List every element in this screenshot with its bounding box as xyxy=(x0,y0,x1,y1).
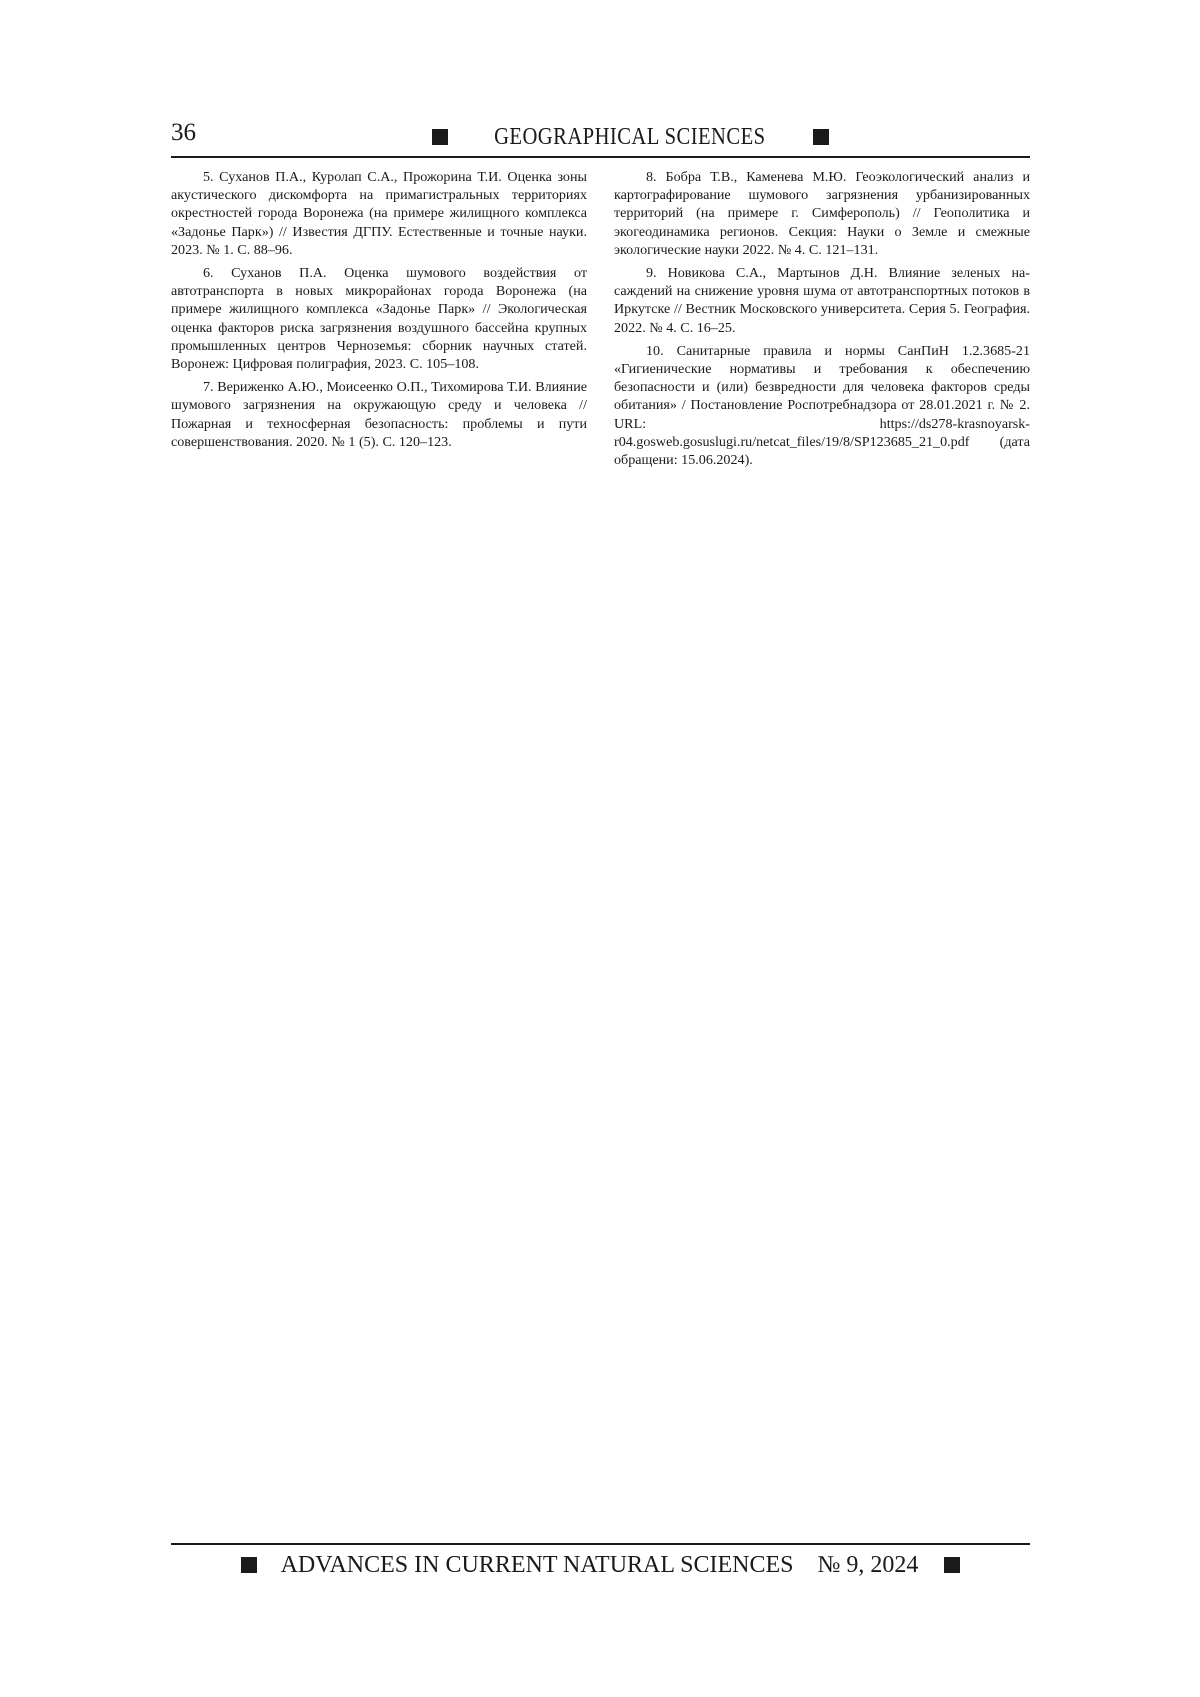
references-right-column xyxy=(614,168,1030,474)
header-square-left-icon xyxy=(432,129,448,145)
reference-item-7: 7. Вериженко А.Ю., Моисеенко О.П., Тихомирова Т.И. Влияние шумового загрязнения на окружающую среду и человека // Пожарная и техносферная безопасность: проблемы и пути совершенствования. 2020. № 1 (5). С. 120–123. xyxy=(171,379,587,450)
reference-item-8: 8. Бобра Т.В., Каменева М.Ю. Геоэкологический анализ и картографирование шумового загрязнения урбанизированных территорий (на примере г. Симферополь) // Геополитика и экогеодинамика регионов. Секция: Науки о Земле и смежные экологические науки 2022. № 4. С. 121–131. xyxy=(614,169,1030,258)
footer-square-right-icon xyxy=(944,1557,960,1573)
reference-item-5: 5. Суханов П.А., Куролап С.А., Прожорина Т.И. Оценка зоны акустического дискомфорта на примагистральных территориях окрестностей города Воронежа (на примере жилищного комплекса «Задонье Парк») // Известия ДГПУ. Естественные и точные науки. 2023. № 1. С. 88–96. xyxy=(171,169,587,258)
running-header xyxy=(171,122,1030,152)
page-number: 36 xyxy=(171,119,196,146)
footer-square-left-icon xyxy=(241,1557,257,1573)
header-divider xyxy=(171,156,1030,158)
reference-item-9: 9. Новикова С.А., Мартынов Д.Н. Влияние зеленых насаждений на снижение уровня шума от автотранспортных потоков в Иркутске // Вестник Московского университета. Серия 5. География. 2022. № 4. С. 16–25. xyxy=(614,265,1030,336)
issue-number: № 9, 2024 xyxy=(817,1551,919,1578)
running-footer xyxy=(171,1549,1030,1581)
reference-item-10: 10. Санитарные правила и нормы СанПиН 1.2.3685-21 «Гигиенические нормативы и требования к обеспечению безопасности и (или) безвредности для человека факторов среды обитания» / Постановление Роспотребнадзора от 28.01.2021 г. № 2. URL: https://ds278-krasnoyarsk-r04.gosweb.gosuslugi.ru/netcat_files/19/8/SP123685_21_0.pdf (дата обращени: 15.06.2024). xyxy=(614,342,1030,469)
footer-divider xyxy=(171,1543,1030,1545)
references-list xyxy=(171,168,1030,474)
journal-title: ADVANCES IN CURRENT NATURAL SCIENCES xyxy=(280,1551,794,1578)
reference-item-6: 6. Суханов П.А. Оценка шумового воздействия от автотранспорта в новых микрорайонах города Воронежа (на примере жилищного комплекса «Задонье Парк» // Экологическая оценка факторов риска загрязнения воздушного бассейна крупных промышленных центров Черноземья: сборник научных статей. Воронеж: Цифровая полиграфия, 2023. С. 105–108. xyxy=(171,265,587,373)
references-left-column xyxy=(171,168,587,474)
journal-section-title: GEOGRAPHICAL SCIENCES xyxy=(493,123,766,150)
header-square-right-icon xyxy=(813,129,829,145)
